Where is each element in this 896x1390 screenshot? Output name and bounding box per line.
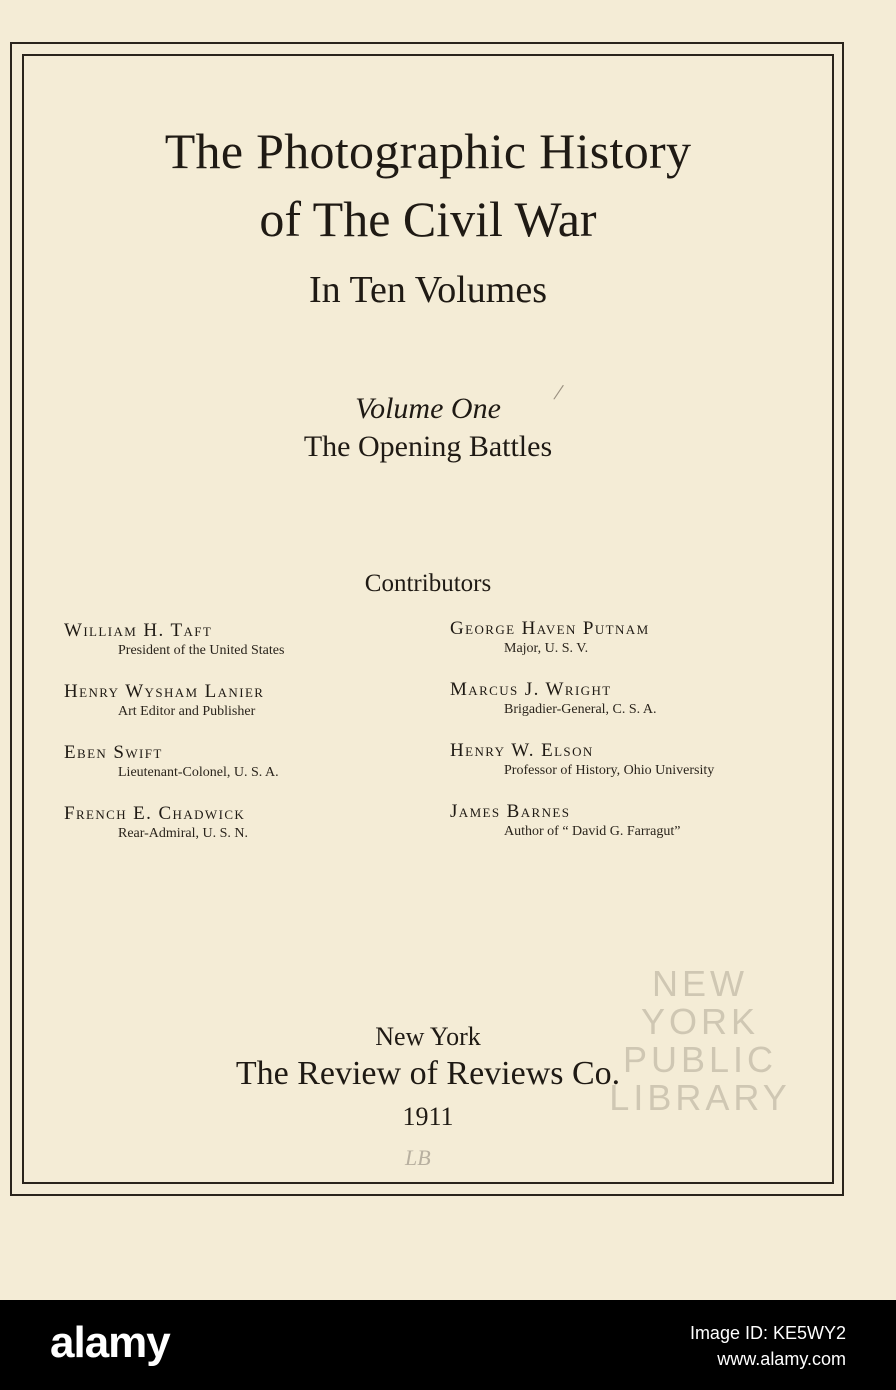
library-stamp-line: PUBLIC [622,1039,778,1080]
imprint-publisher: The Review of Reviews Co. [235,1055,621,1092]
contributor-entry [64,742,279,781]
contributor-entry [450,618,650,657]
title-line-3: In Ten Volumes [308,269,548,311]
watermark-info [690,1320,846,1372]
volume-subtitle: The Opening Battles [303,430,553,463]
library-stamp-line: LIBRARY [609,1077,791,1118]
pencil-check-icon: / [551,379,566,407]
contributor-entry [64,620,284,659]
image-id-label: Image ID: KE5WY2 [689,1323,846,1343]
contributor-role: Professor of History, Ohio University [504,763,715,778]
contributor-entry [64,681,264,720]
alamy-logo: alamy [50,1318,170,1367]
contributor-name: James Barnes [450,801,571,822]
contributor-role: Lieutenant-Colonel, U. S. A. [118,765,279,780]
contributors-heading: Contributors [364,570,492,597]
contributor-role: Brigadier-General, C. S. A. [504,702,657,717]
watermark-bar [0,1300,896,1390]
title-line-1: The Photographic History [164,123,692,179]
contributor-name: French E. Chadwick [64,803,246,824]
contributor-name: George Haven Putnam [450,618,650,639]
imprint-year: 1911 [402,1102,454,1131]
imprint-city: New York [375,1022,481,1051]
contributor-entry [450,679,657,718]
contributor-role: Major, U. S. V. [504,641,589,656]
contributor-role: Art Editor and Publisher [118,704,256,719]
contributor-name: Marcus J. Wright [450,679,612,700]
contributor-entry [64,803,248,842]
contributor-role: President of the United States [118,643,285,658]
watermark-site: www.alamy.com [717,1349,846,1369]
pencil-mark: LB [405,1145,431,1170]
contributor-role: Author of “ David G. Farragut” [504,824,681,839]
volume-label: Volume One [355,392,501,425]
contributor-entry [450,740,714,779]
library-stamp-line: NEW YORK [640,963,760,1042]
contributor-name: Henry W. Elson [450,740,594,761]
contributor-name: Henry Wysham Lanier [64,681,265,702]
contributor-entry [450,801,681,840]
contributor-role: Rear-Admiral, U. S. N. [118,826,248,841]
contributor-name: Eben Swift [64,742,163,763]
contributor-name: William H. Taft [64,620,213,641]
title-line-2: of The Civil War [259,191,597,247]
